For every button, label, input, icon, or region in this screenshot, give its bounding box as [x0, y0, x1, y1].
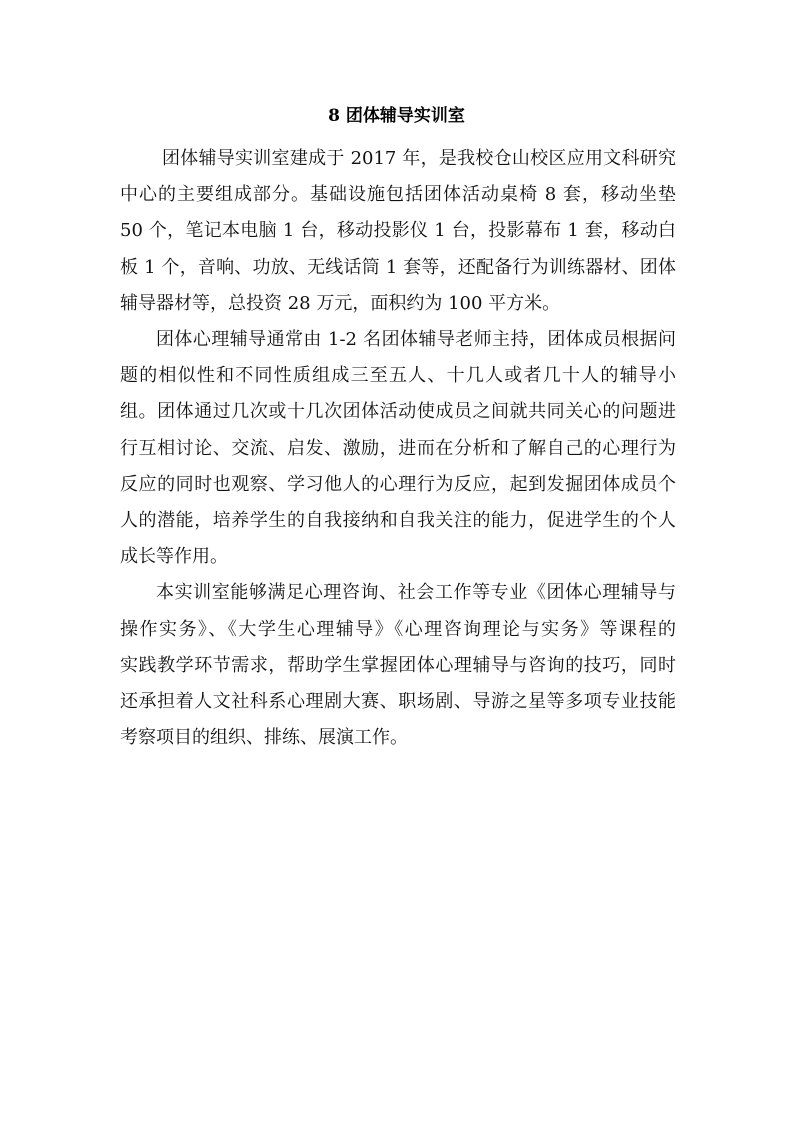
text-line: 操作实务》、《大学生心理辅导》《心理咨询理论与实务》等课程的	[120, 618, 676, 640]
text-line: 还承担着人文社科系心理剧大赛、职场剧、导游之星等多项专业技能	[120, 691, 676, 713]
document-body	[120, 141, 676, 756]
text-line: 团体辅导实训室建成于 2017 年，是我校仓山校区应用文科研究	[162, 148, 676, 169]
text-line: 实践教学环节需求，帮助学生掌握团体心理辅导与咨询的技巧，同时	[120, 654, 676, 676]
section-title: 8 团体辅导实训室	[328, 106, 465, 126]
text-line: 中心的主要组成部分。基础设施包括团体活动桌椅 8 套，移动坐垫	[120, 184, 676, 206]
text-line: 成长等作用。	[120, 546, 228, 568]
text-line: 本实训室能够满足心理咨询、社会工作等专业《团体心理辅导与	[156, 582, 676, 604]
text-line: 行互相讨论、交流、启发、激励，进而在分析和了解自己的心理行为	[120, 437, 676, 459]
paragraph-1	[120, 141, 676, 322]
text-line: 考察项目的组织、排练、展演工作。	[120, 727, 408, 749]
text-line: 组。团体通过几次或十几次团体活动使成员之间就共同关心的问题进	[120, 401, 676, 423]
paragraph-2	[120, 322, 676, 575]
text-line: 题的相似性和不同性质组成三至五人、十几人或者几十人的辅导小	[120, 365, 676, 387]
text-line: 板 1 个，音响、功放、无线话筒 1 套等，还配备行为训练器材、团体	[120, 256, 676, 278]
text-line: 辅导器材等，总投资 28 万元，面积约为 100 平方米。	[120, 292, 561, 314]
text-line: 人的潜能，培养学生的自我接纳和自我关注的能力，促进学生的个人	[120, 510, 676, 532]
text-line: 反应的同时也观察、学习他人的心理行为反应，起到发掘团体成员个	[120, 473, 676, 495]
paragraph-3	[120, 575, 676, 756]
text-line: 50 个，笔记本电脑 1 台，移动投影仪 1 台，投影幕布 1 套，移动白	[120, 220, 676, 242]
text-line: 团体心理辅导通常由 1-2 名团体辅导老师主持，团体成员根据问	[156, 329, 676, 351]
